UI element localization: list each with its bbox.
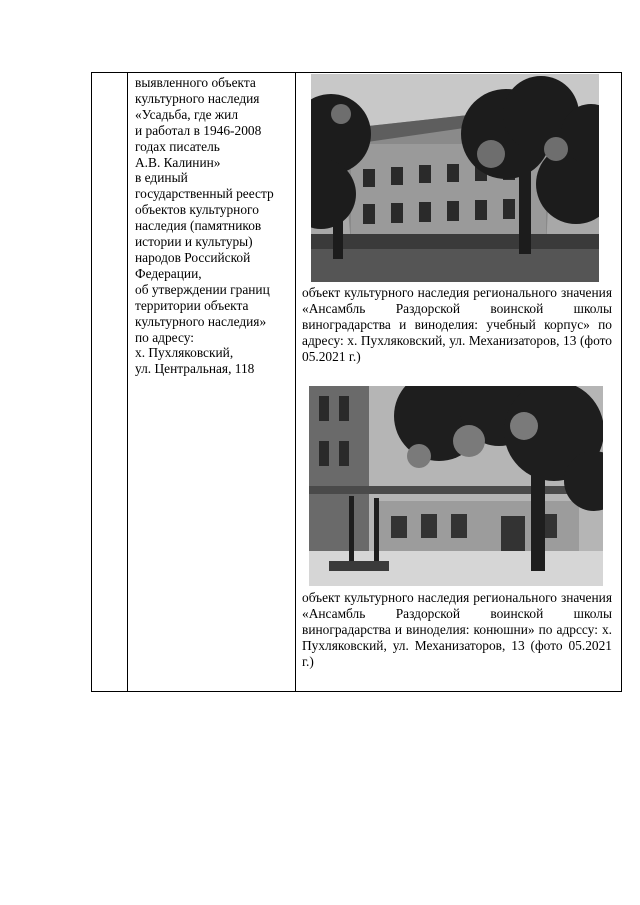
- table-border-right: [621, 72, 622, 692]
- table-border-bottom: [91, 691, 622, 692]
- description-line: объектов культурного: [135, 202, 259, 218]
- description-line: А.В. Калинин»: [135, 154, 221, 170]
- column-divider-2: [295, 72, 296, 692]
- description-line: ул. Центральная, 118: [135, 361, 255, 377]
- description-line: народов Российской: [135, 249, 251, 265]
- table-border-left: [91, 72, 92, 692]
- description-line: культурного наследия: [135, 90, 260, 106]
- column-divider-1: [127, 72, 128, 692]
- photo-2-caption: объект культурного наследия регионального значения «Ансамбль Раздорской воинской школы виноградарства и виноделия: конюшни» по адрссу: х. Пухляковский, ул. Механизаторов, 13 (фото 05.2021 г.): [302, 590, 612, 669]
- description-line: годах писатель: [135, 138, 220, 154]
- object-description: [135, 75, 291, 377]
- description-line: истории и культуры): [135, 234, 253, 250]
- description-line: выявленного объекта: [135, 75, 256, 90]
- photo-stables: [309, 386, 603, 586]
- description-line: по адресу:: [135, 329, 194, 345]
- photo-educational-building: [311, 74, 599, 282]
- description-line: наследия (памятников: [135, 218, 262, 234]
- description-line: Федерации,: [135, 265, 202, 281]
- description-line: «Усадьба, где жил: [135, 106, 239, 122]
- description-line: культурного наследия»: [135, 313, 267, 329]
- description-line: и работал в 1946-2008: [135, 122, 262, 138]
- description-line: в единый: [135, 170, 188, 186]
- description-line: об утверждении границ: [135, 281, 270, 297]
- description-line: х. Пухляковский,: [135, 345, 234, 361]
- table-border-top: [91, 72, 622, 73]
- photo-1-caption: объект культурного наследия регионального значения «Ансамбль Раздорской воинской школы виноградарства и виноделия: учебный корпус» по адресу: х. Пухляковский, ул. Механизаторов, 13 (фото 05.2021 г.): [302, 285, 612, 364]
- description-line: территории объекта: [135, 297, 249, 313]
- description-line: государственный реестр: [135, 186, 274, 202]
